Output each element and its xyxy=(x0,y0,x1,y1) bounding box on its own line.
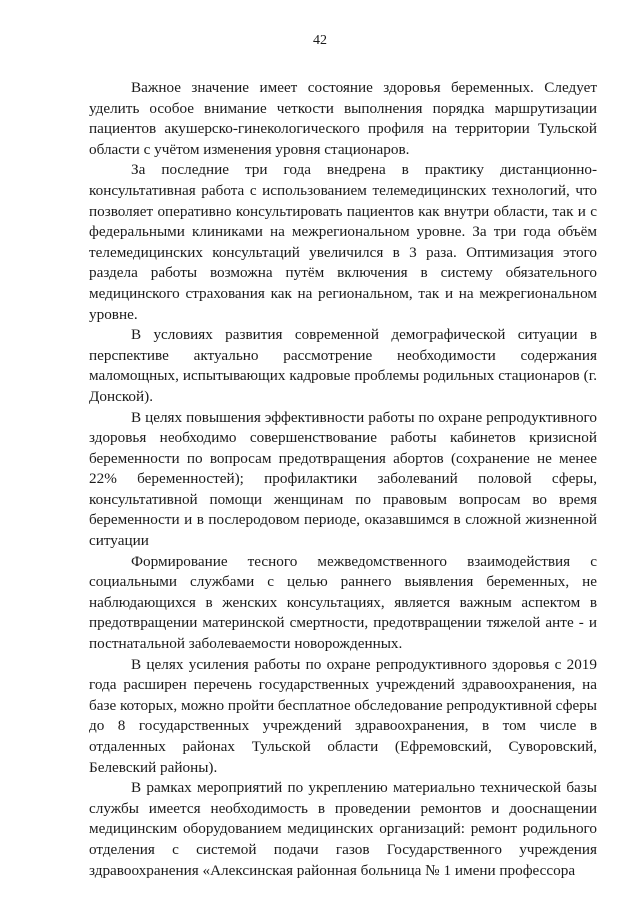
paragraph-reproductive-health-2019: В целях усиления работы по охране репродуктивного здоровья с 2019 года расширен перечень государственных учреждений здравоохранения, на базе которых, можно пройти бесплатное обследование репродуктивной сферы до 8 государственных учреждений здравоохранения, в том числе в отдаленных районах Тульской области (Ефремовский, Суворовский, Белевский районы). xyxy=(89,655,597,776)
paragraph-material-technical-base: В рамках мероприятий по укреплению материально технической базы службы имеется необходимость в проведении ремонтов и дооснащении медицинским оборудованием медицинских организаций: ремонт родильного отделения с системой подачи газов Государственного учреждения здравоохранения «Алексинская районная больница № 1 имени профессора xyxy=(89,779,597,879)
paragraph-demographic-situation: В условиях развития современной демографической ситуации в перспективе актуально рассмотрение необходимости содержания маломощных, испытывающих кадровые проблемы родильных стационаров (г. Донской). xyxy=(89,326,597,405)
paragraph-interagency-cooperation: Формирование тесного межведомственного взаимодействия с социальными службами с целью раннего выявления беременных, не наблюдающихся в женских консультациях, является важным аспектом в предотвращении материнской смертности, предотвращении тяжелой анте - и постнатальной заболеваемости новорожденных. xyxy=(89,552,597,653)
paragraph-pregnancy-health: Важное значение имеет состояние здоровья беременных. Следует уделить особое внимание четкости выполнения порядка маршрутизации пациентов акушерско-гинекологического профиля на территории Тульской области с учётом изменения уровня стационаров. xyxy=(89,79,597,158)
paragraph-crisis-pregnancy: В целях повышения эффективности работы по охране репродуктивного здоровья необходимо совершенствование работы кабинетов кризисной беременности по вопросам предотвращения абортов (сохранение не менее 22% беременностей); профилактики заболеваний половой сферы, консультативной помощи женщинам по правовым вопросам во время беременности и в послеродовом периоде, оказавшимся в сложной жизненной ситуации xyxy=(89,408,597,550)
paragraph-telemedicine: За последние три года внедрена в практику дистанционно-консультативная работа с использованием телемедицинских технологий, что позволяет оперативно консультировать пациентов как внутри области, так и с федеральными клиниками на межрегиональном уровне. За три года объём телемедицинских консультаций увеличился в 3 раза. Оптимизация этого раздела работы возможна путём включения в систему обязательного медицинского страхования как на региональном, так и на межрегиональном уровне. xyxy=(89,161,597,323)
page-number: 42 xyxy=(313,33,327,48)
document-body xyxy=(89,78,597,881)
